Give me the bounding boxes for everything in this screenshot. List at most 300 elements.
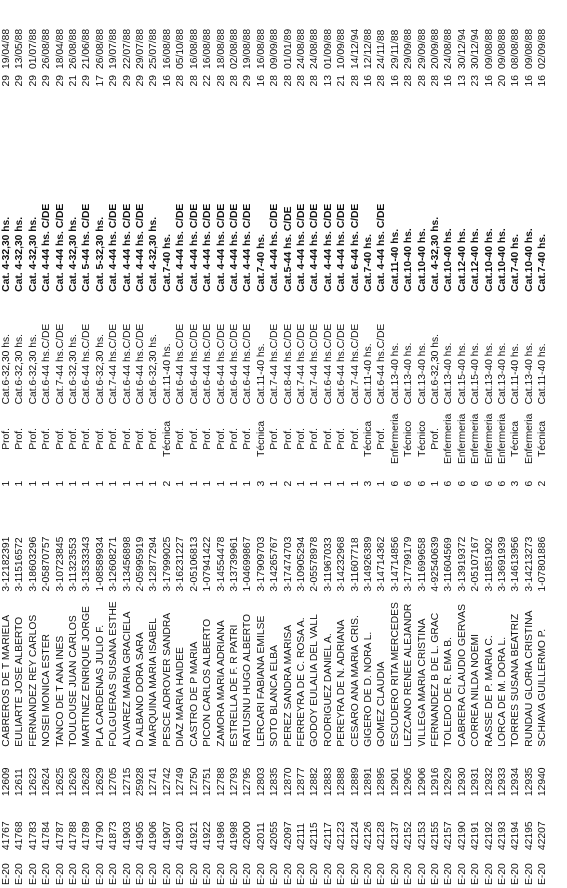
table-row bbox=[107, 0, 120, 888]
new-category-cell: Cat. 4-32,30 hs. bbox=[27, 216, 39, 292]
previous-category-cell: Cat.11-40 hs. bbox=[362, 343, 374, 405]
employee-name-cell: FERNANDEZ REY CARLOS bbox=[27, 614, 39, 747]
category-cell: Enfermeria bbox=[470, 413, 482, 465]
employee-name-cell: LERCARI FABIANA EMILSE bbox=[255, 615, 267, 747]
table-row bbox=[509, 0, 522, 888]
table-row bbox=[335, 0, 348, 888]
document-id-cell: 3-13739961 bbox=[228, 536, 240, 592]
file-number-cell: 12883 bbox=[322, 767, 334, 797]
new-category-cell: Cat. 4-44 hs. C/DE bbox=[135, 203, 147, 292]
employee-name-cell: EULIARTE JOSE ALBERTO bbox=[14, 616, 26, 747]
count-cell: 21 bbox=[336, 74, 348, 87]
table-row bbox=[308, 0, 321, 888]
previous-category-cell: Cat.7-44 hs.C/DE bbox=[295, 323, 307, 405]
new-category-cell: Cat. 4-44 hs. C/DE bbox=[322, 203, 334, 292]
record-number-cell: 42128 bbox=[376, 821, 388, 851]
previous-category-cell: Cat.11-40 hs. bbox=[537, 343, 549, 405]
record-number-cell: 42191 bbox=[470, 821, 482, 851]
employee-name-cell: SCHIAVA GUILLERMO P. bbox=[537, 628, 549, 747]
date-cell: 16/08/88 bbox=[255, 28, 267, 69]
new-category-cell: Cat. 4-32,30 hs. bbox=[14, 216, 26, 292]
document-id-cell: 3-14232968 bbox=[336, 536, 348, 592]
date-cell: 09/09/88 bbox=[269, 28, 281, 69]
date-cell: 30/12/94 bbox=[470, 28, 482, 69]
date-cell: 16/08/88 bbox=[202, 28, 214, 69]
date-cell: 09/08/88 bbox=[497, 28, 509, 69]
new-category-cell: Cat. 4-32,30 hs. bbox=[430, 216, 441, 292]
table-row bbox=[228, 0, 241, 888]
table-row bbox=[282, 0, 295, 888]
category-cell: Prof. bbox=[68, 428, 80, 450]
document-id-cell: 1-04699867 bbox=[242, 536, 254, 592]
document-id-cell: 3-10723845 bbox=[54, 536, 66, 592]
file-number-cell: 12934 bbox=[510, 767, 522, 797]
record-number-cell: 42152 bbox=[403, 821, 415, 851]
category-cell: Técnica bbox=[510, 420, 522, 457]
count-cell: 29 bbox=[148, 74, 160, 87]
category-cell: Prof. bbox=[309, 428, 321, 450]
employee-name-cell: TORRES SUSANA BEATRIZ bbox=[510, 613, 522, 747]
count-cell: 13 bbox=[456, 74, 468, 87]
document-id-cell: 3-14265767 bbox=[269, 536, 281, 592]
table-row bbox=[429, 0, 442, 888]
employee-name-cell: TOLEDO DE R. EMA B. bbox=[443, 637, 455, 747]
record-number-cell: 41783 bbox=[27, 821, 39, 851]
date-cell: 10/09/88 bbox=[336, 28, 348, 69]
date-cell: 24/08/88 bbox=[309, 28, 321, 69]
previous-category-cell: Cat.6-32,30 hs. bbox=[430, 334, 441, 405]
group-code-cell: 1 bbox=[295, 480, 307, 487]
unit-code-cell: E-20 bbox=[269, 863, 281, 885]
unit-code-cell: E-20 bbox=[1, 863, 12, 885]
record-number-cell: 41784 bbox=[41, 821, 53, 851]
employee-name-cell: NOSEI MONICA ESTER bbox=[41, 634, 53, 747]
count-cell: 23 bbox=[470, 74, 482, 87]
category-cell: Prof. bbox=[1, 428, 12, 450]
document-id-cell: 2-05106813 bbox=[188, 536, 200, 592]
count-cell: 28 bbox=[376, 74, 388, 87]
date-cell: 24/08/88 bbox=[295, 28, 307, 69]
new-category-cell: Cat. 4-44 hs. C/DE bbox=[54, 203, 66, 292]
count-cell: 28 bbox=[188, 74, 200, 87]
group-code-cell: 1 bbox=[1, 480, 12, 487]
document-id-cell: 3-11851902 bbox=[483, 537, 495, 592]
new-category-cell: Cat.12-40 hs. bbox=[456, 228, 468, 292]
table-row bbox=[80, 0, 93, 888]
unit-code-cell: E-20 bbox=[430, 863, 441, 885]
employee-name-cell: PLA CARDENAS JULIO F. bbox=[94, 624, 106, 747]
record-number-cell: 42055 bbox=[269, 821, 281, 851]
record-number-cell: 42111 bbox=[295, 822, 307, 851]
record-number-cell: 41920 bbox=[175, 821, 187, 851]
file-number-cell: 12611 bbox=[14, 768, 26, 797]
table-row bbox=[241, 0, 254, 888]
employee-name-cell: PEREYRA DE N. ADRIANA bbox=[336, 619, 348, 747]
table-row bbox=[536, 0, 549, 888]
group-code-cell: 1 bbox=[81, 480, 93, 487]
date-cell: 24/08/88 bbox=[443, 28, 455, 69]
employee-name-cell: MARQUINA MARIA ISABEL bbox=[148, 617, 160, 747]
new-category-cell: Cat. 4-44 hs. C/DE bbox=[309, 203, 321, 292]
date-cell: 30/12/94 bbox=[456, 28, 468, 69]
document-id-cell: 1-08589934 bbox=[94, 536, 106, 592]
group-code-cell: 1 bbox=[376, 480, 388, 487]
employee-name-cell: SOTO BLANCA ELBA bbox=[269, 645, 281, 747]
table-row bbox=[188, 0, 201, 888]
count-cell: 28 bbox=[403, 74, 415, 87]
category-cell: Prof. bbox=[228, 428, 240, 450]
table-row bbox=[362, 0, 375, 888]
unit-code-cell: E-20 bbox=[188, 863, 200, 885]
table-row bbox=[416, 0, 429, 888]
previous-category-cell: Cat.6-32,30 hs. bbox=[68, 334, 80, 405]
new-category-cell: Cat.7-40 hs. bbox=[510, 234, 522, 292]
document-id-cell: 2-05995919 bbox=[135, 536, 147, 592]
record-number-cell: 41922 bbox=[202, 821, 214, 851]
unit-code-cell: E-20 bbox=[349, 863, 361, 885]
employee-name-cell: FERNANDEZ B DE L. GRAC bbox=[430, 612, 441, 747]
category-cell: Prof. bbox=[148, 428, 160, 450]
unit-code-cell: E-20 bbox=[121, 863, 133, 885]
table-row bbox=[134, 0, 147, 888]
new-category-cell: Cat. 4-44 hs. C/DE bbox=[336, 203, 348, 292]
group-code-cell: 2 bbox=[537, 480, 549, 487]
count-cell: 21 bbox=[68, 74, 80, 87]
employee-name-cell: TOULOUSE JUAN CARLOS bbox=[68, 615, 80, 747]
unit-code-cell: E-20 bbox=[456, 863, 468, 885]
count-cell: 29 bbox=[14, 74, 26, 87]
unit-code-cell: E-20 bbox=[94, 863, 106, 885]
file-number-cell: 12625 bbox=[54, 767, 66, 797]
new-category-cell: Cat. 4-44 hs. C/DE bbox=[295, 203, 307, 292]
group-code-cell: 6 bbox=[389, 480, 401, 487]
file-number-cell: 12888 bbox=[336, 767, 348, 797]
group-code-cell: 1 bbox=[41, 480, 53, 487]
table-row bbox=[255, 0, 268, 888]
unit-code-cell: E-20 bbox=[510, 863, 522, 885]
count-cell: 29 bbox=[108, 74, 120, 87]
count-cell: 28 bbox=[349, 74, 361, 87]
category-cell: Prof. bbox=[430, 428, 441, 450]
employee-name-cell: ESTRELLA DE F. R PATRI bbox=[228, 624, 240, 747]
unit-code-cell: E-20 bbox=[242, 863, 254, 885]
record-number-cell: 42194 bbox=[510, 821, 522, 851]
record-number-cell: 42137 bbox=[389, 821, 401, 851]
employee-name-cell: GOMEZ CLAUDIA bbox=[376, 661, 388, 747]
group-code-cell: 6 bbox=[470, 480, 482, 487]
previous-category-cell: Cat.7-44 hs.C/DE bbox=[54, 323, 66, 405]
document-id-cell: 1-07941422 bbox=[202, 536, 214, 592]
count-cell: 28 bbox=[228, 74, 240, 87]
group-code-cell: 6 bbox=[403, 480, 415, 487]
new-category-cell: Cat.11-40 hs. bbox=[389, 228, 401, 292]
file-number-cell: 12741 bbox=[148, 767, 160, 797]
record-number-cell: 42195 bbox=[523, 821, 535, 851]
previous-category-cell: Cat.6-32,30 hs. bbox=[148, 334, 160, 405]
new-category-cell: Cat. 4-44 hs. C/DE bbox=[121, 203, 133, 292]
group-code-cell: 1 bbox=[175, 480, 187, 487]
employee-name-cell: CORREA NILDA NOEMI bbox=[470, 634, 482, 747]
new-category-cell: Cat.7-40 hs. bbox=[255, 234, 267, 292]
previous-category-cell: Cat.6-44 hs.C/DE bbox=[175, 323, 187, 405]
new-category-cell: Cat. 4-32,30 hs. bbox=[68, 216, 80, 292]
group-code-cell: 1 bbox=[269, 480, 281, 487]
count-cell: 29 bbox=[242, 74, 254, 87]
document-id-cell: 3-13456898 bbox=[121, 536, 133, 592]
unit-code-cell: E-20 bbox=[175, 863, 187, 885]
unit-code-cell: E-20 bbox=[403, 863, 415, 885]
employee-name-cell: PEREZ SANDRA MARISA bbox=[282, 624, 294, 747]
category-cell: Prof. bbox=[188, 428, 200, 450]
document-id-cell: 3-11323553 bbox=[68, 537, 80, 592]
date-cell: 18/08/88 bbox=[215, 28, 227, 69]
document-id-cell: 3-11699658 bbox=[416, 537, 428, 592]
employee-name-cell: ZAMORA MARIA ADRIANA bbox=[215, 620, 227, 747]
new-category-cell: Cat.12-40 hs. bbox=[470, 228, 482, 292]
table-row bbox=[268, 0, 281, 888]
table-row bbox=[27, 0, 40, 888]
table-row bbox=[322, 0, 335, 888]
employee-name-cell: VILLEGA MARIA CRISTINA bbox=[416, 618, 428, 747]
record-number-cell: 41921 bbox=[188, 821, 200, 851]
file-number-cell: 12750 bbox=[188, 767, 200, 797]
table-row bbox=[94, 0, 107, 888]
new-category-cell: Cat.7-40 hs. bbox=[537, 234, 549, 292]
count-cell: 16 bbox=[443, 74, 455, 87]
new-category-cell: Cat. 5-44 hs. C/DE bbox=[81, 203, 93, 292]
unit-code-cell: E-20 bbox=[322, 863, 334, 885]
employee-name-cell: GIGERO DE D. NORA L. bbox=[362, 631, 374, 747]
count-cell: 16 bbox=[537, 74, 549, 87]
record-number-cell: 42000 bbox=[242, 821, 254, 851]
unit-code-cell: E-20 bbox=[295, 863, 307, 885]
unit-code-cell: E-20 bbox=[68, 863, 80, 885]
document-id-cell: 1-07801886 bbox=[537, 536, 549, 592]
table-row bbox=[523, 0, 536, 888]
record-number-cell: 41873 bbox=[108, 821, 120, 851]
date-cell: 24/11/88 bbox=[376, 29, 388, 69]
record-number-cell: 42011 bbox=[255, 822, 267, 851]
employee-name-cell: LORCA DE M. DORA L. bbox=[497, 636, 509, 747]
employee-name-cell: CESARO ANA MARIA CRIS. bbox=[349, 615, 361, 747]
record-number-cell: 41790 bbox=[94, 821, 106, 851]
unit-code-cell: E-20 bbox=[135, 863, 147, 885]
file-number-cell: 12624 bbox=[41, 767, 53, 797]
category-cell: Enfermeria bbox=[456, 413, 468, 465]
document-id-cell: 3-16231227 bbox=[175, 536, 187, 592]
new-category-cell: Cat.7-40 hs. bbox=[362, 234, 374, 292]
table-row bbox=[349, 0, 362, 888]
document-id-cell: 2-05578978 bbox=[309, 536, 321, 592]
category-cell: Prof. bbox=[202, 428, 214, 450]
file-number-cell: 12742 bbox=[161, 767, 173, 797]
date-cell: 08/08/88 bbox=[510, 28, 522, 69]
previous-category-cell: Cat.6-32,30 hs. bbox=[1, 334, 12, 405]
group-code-cell: 3 bbox=[255, 480, 267, 487]
previous-category-cell: Cat.7-44 hs.C/DE bbox=[349, 323, 361, 405]
unit-code-cell: E-20 bbox=[215, 863, 227, 885]
count-cell: 28 bbox=[309, 74, 321, 87]
group-code-cell: 1 bbox=[68, 480, 80, 487]
file-number-cell: 12877 bbox=[295, 767, 307, 797]
count-cell: 16 bbox=[161, 74, 173, 87]
table-row bbox=[375, 0, 388, 888]
new-category-cell: Cat. 4-44 hs. C/DE bbox=[376, 203, 388, 292]
new-category-cell: Cat.10-40 hs. bbox=[497, 228, 509, 292]
file-number-cell: 12751 bbox=[202, 767, 214, 797]
category-cell: Enfermeria bbox=[483, 413, 495, 465]
employee-name-cell: ESCUDERO RITA MERCEDES bbox=[389, 602, 401, 747]
document-id-cell: 4-92540639 bbox=[430, 536, 441, 592]
table-row bbox=[389, 0, 402, 888]
document-id-cell: 3-13919372 bbox=[456, 536, 468, 592]
previous-category-cell: Cat.13-40 hs. bbox=[416, 342, 428, 405]
record-number-cell: 41986 bbox=[215, 821, 227, 851]
category-cell: Técnica bbox=[255, 420, 267, 457]
new-category-cell: Cat. 4-32,30 hs. bbox=[1, 216, 12, 292]
table-row bbox=[483, 0, 496, 888]
record-number-cell: 42124 bbox=[349, 821, 361, 851]
date-cell: 26/08/88 bbox=[68, 28, 80, 69]
category-cell: Prof. bbox=[54, 428, 66, 450]
new-category-cell: Cat.10-40 hs. bbox=[523, 228, 535, 292]
date-cell: 25/07/88 bbox=[148, 28, 160, 69]
category-cell: Prof. bbox=[27, 428, 39, 450]
previous-category-cell: Cat.6-44 hs.C/DE bbox=[188, 323, 200, 405]
previous-category-cell: Cat.13-40 hs. bbox=[443, 342, 455, 405]
category-cell: Prof. bbox=[94, 428, 106, 450]
category-cell: Técnica bbox=[362, 420, 374, 457]
group-code-cell: 2 bbox=[161, 480, 173, 487]
file-number-cell: 12891 bbox=[362, 767, 374, 797]
table-row bbox=[496, 0, 509, 888]
date-cell: 02/09/88 bbox=[537, 28, 549, 69]
previous-category-cell: Cat.6-44 hs.C/DE bbox=[202, 323, 214, 405]
date-cell: 18/04/88 bbox=[54, 28, 66, 69]
date-cell: 16/08/88 bbox=[161, 28, 173, 69]
file-number-cell: 12835 bbox=[269, 767, 281, 797]
category-cell: Prof. bbox=[295, 428, 307, 450]
new-category-cell: Cat. 4-44 hs. C/DE bbox=[108, 203, 120, 292]
record-number-cell: 41787 bbox=[54, 821, 66, 851]
employee-name-cell: RATUSNU HUGO ALBERTO bbox=[242, 613, 254, 747]
employee-name-cell: GODOY EULALIA DEL VALL bbox=[309, 614, 321, 747]
file-number-cell: 12930 bbox=[456, 767, 468, 797]
employee-name-cell: RUNDAU GLORIA CRISTINA bbox=[523, 610, 535, 747]
employee-name-cell: PICON CARLOS ALBERTO bbox=[202, 618, 214, 747]
document-id-cell: 3-11516572 bbox=[14, 537, 26, 592]
table-row bbox=[456, 0, 469, 888]
unit-code-cell: E-20 bbox=[443, 863, 455, 885]
record-number-cell: 42153 bbox=[416, 821, 428, 851]
new-category-cell: Cat. 4-44 hs. C/DE bbox=[228, 203, 240, 292]
category-cell: Prof. bbox=[108, 428, 120, 450]
employee-name-cell: TANCO DE T ANA INES bbox=[54, 635, 66, 747]
previous-category-cell: Cat.6-44 hs.C/DE bbox=[336, 323, 348, 405]
previous-category-cell: Cat.6-44 hs.C/DE bbox=[135, 323, 147, 405]
group-code-cell: 1 bbox=[309, 480, 321, 487]
group-code-cell: 1 bbox=[242, 480, 254, 487]
group-code-cell: 1 bbox=[135, 480, 147, 487]
document-id-cell: 3-14714362 bbox=[376, 536, 388, 592]
document-id-cell: 3-14926389 bbox=[362, 536, 374, 592]
unit-code-cell: E-20 bbox=[108, 863, 120, 885]
unit-code-cell: E-20 bbox=[81, 863, 93, 885]
new-category-cell: Cat. 4-44 hs. C/DE bbox=[269, 203, 281, 292]
document-id-cell: 3-17474703 bbox=[282, 536, 294, 592]
table-row bbox=[147, 0, 160, 888]
unit-code-cell: E-20 bbox=[537, 863, 549, 885]
file-number-cell: 12931 bbox=[470, 767, 482, 797]
count-cell: 22 bbox=[202, 74, 214, 87]
document-id-cell: 3-17999025 bbox=[161, 536, 173, 592]
file-number-cell: 12705 bbox=[108, 767, 120, 797]
unit-code-cell: E-20 bbox=[161, 863, 173, 885]
unit-code-cell: E-20 bbox=[376, 863, 388, 885]
file-number-cell: 12906 bbox=[416, 767, 428, 797]
count-cell: 16 bbox=[362, 74, 374, 87]
file-number-cell: 12626 bbox=[68, 767, 80, 797]
employee-name-cell: PESCE ADROVER SANDRA bbox=[161, 612, 173, 747]
category-cell: Prof. bbox=[242, 428, 254, 450]
new-category-cell: Cat.10-40 hs. bbox=[443, 228, 455, 292]
file-number-cell: 25928 bbox=[135, 767, 147, 797]
category-cell: Enfermeria bbox=[389, 413, 401, 465]
group-code-cell: 1 bbox=[215, 480, 227, 487]
count-cell: 17 bbox=[94, 74, 106, 87]
count-cell: 20 bbox=[497, 74, 509, 87]
previous-category-cell: Cat.6-32,30 hs. bbox=[14, 334, 26, 405]
record-number-cell: 42097 bbox=[282, 821, 294, 851]
file-number-cell: 12889 bbox=[349, 767, 361, 797]
previous-category-cell: Cat.6-32,30 hs. bbox=[94, 334, 106, 405]
new-category-cell: Cat. 4-44 hs. C/DE bbox=[202, 203, 214, 292]
table-row bbox=[469, 0, 482, 888]
document-id-cell: 3-10905294 bbox=[295, 536, 307, 592]
record-number-cell: 42123 bbox=[336, 821, 348, 851]
unit-code-cell: E-20 bbox=[497, 863, 509, 885]
table-row bbox=[215, 0, 228, 888]
previous-category-cell: Cat.11-40 hs. bbox=[161, 343, 173, 405]
table-row bbox=[13, 0, 26, 888]
previous-category-cell: Cat.11-40 hs. bbox=[255, 343, 267, 405]
category-cell: Enfermeria bbox=[523, 413, 535, 465]
unit-code-cell: E-20 bbox=[483, 863, 495, 885]
group-code-cell: 1 bbox=[349, 480, 361, 487]
employee-name-cell: FERREYRA DE C. ROSA A. bbox=[295, 617, 307, 747]
count-cell: 16 bbox=[483, 74, 495, 87]
count-cell: 28 bbox=[215, 74, 227, 87]
group-code-cell: 1 bbox=[430, 480, 441, 487]
category-cell: Prof. bbox=[336, 428, 348, 450]
file-number-cell: 12932 bbox=[483, 767, 495, 797]
date-cell: 12/12/88 bbox=[362, 28, 374, 69]
category-cell: Prof. bbox=[81, 428, 93, 450]
file-number-cell: 12933 bbox=[497, 767, 509, 797]
document-id-cell: 3-14714856 bbox=[389, 536, 401, 592]
file-number-cell: 12793 bbox=[228, 767, 240, 797]
file-number-cell: 12916 bbox=[430, 767, 441, 797]
document-id-cell: 2-05107167 bbox=[470, 536, 482, 592]
category-cell: Técnica bbox=[161, 420, 173, 457]
group-code-cell: 6 bbox=[456, 480, 468, 487]
category-cell: Prof. bbox=[121, 428, 133, 450]
group-code-cell: 1 bbox=[121, 480, 133, 487]
group-code-cell: 1 bbox=[14, 480, 26, 487]
unit-code-cell: E-20 bbox=[255, 863, 267, 885]
record-number-cell: 41907 bbox=[161, 821, 173, 851]
category-cell: Técnico bbox=[403, 420, 415, 457]
